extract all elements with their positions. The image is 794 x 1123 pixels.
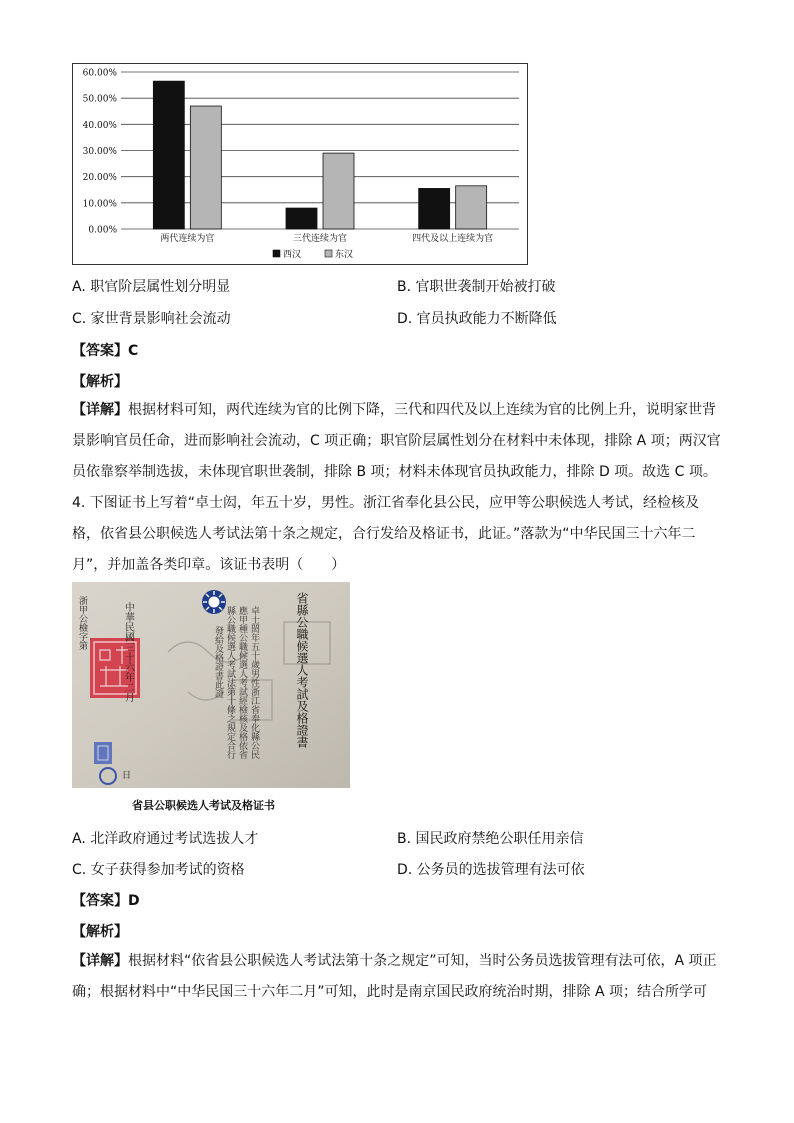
- q4-option-d[interactable]: D. 公务员的选拔管理有法可依: [397, 862, 585, 878]
- x-tick-label: 四代及以上连续为官: [412, 234, 494, 244]
- certificate-image: [72, 582, 350, 788]
- y-tick-label: 0.00%: [88, 225, 117, 236]
- detail-label: 【详解】: [72, 953, 128, 969]
- cert-date: 中華民國三十六年二月: [122, 602, 134, 702]
- x-tick-label: 两代连续为官: [160, 234, 215, 244]
- q4-answer: [72, 890, 140, 910]
- answer-label: 【答案】C: [72, 343, 139, 359]
- cert-body-col-3: 縣公職候選人考試法第十條之規定合行: [225, 606, 235, 759]
- y-tick-label: 60.00%: [82, 68, 117, 79]
- legend-swatch: [325, 250, 332, 257]
- q4-stem: 4. 下图证书上写着“卓士闳，年五十岁，男性。浙江省奉化县公民，应甲等公职候选人考试，经检核及格，依省县公职候选人考试法第十条之规定，合行发给及格证书，此证。”落款为“中华民国三十六年二月”，并加盖各类印章。该证书表明（ ）: [72, 495, 700, 573]
- q3-analysis-label: 【解析】: [72, 374, 128, 390]
- blue-stamp-icon: [94, 742, 112, 764]
- chart-canvas: [73, 64, 527, 264]
- bar: [456, 186, 487, 229]
- q4-option-b[interactable]: B. 国民政府禁绝公职任用亲信: [397, 831, 584, 847]
- y-tick-label: 40.00%: [82, 120, 117, 131]
- cert-body-col-2: 應甲種公職候選人考試經檢核及格依省: [237, 606, 247, 759]
- y-tick-label: 10.00%: [82, 199, 117, 210]
- detail-label: 【详解】: [72, 402, 128, 418]
- q3-answer: [72, 340, 138, 360]
- certificate-photo: [72, 582, 350, 788]
- q3-option-a[interactable]: A. 职官阶层属性划分明显: [72, 279, 231, 295]
- bar: [323, 153, 354, 229]
- q3-option-c[interactable]: C. 家世背景影响社会流动: [72, 311, 231, 327]
- legend-swatch: [273, 250, 280, 257]
- cert-body-col-4: 發給及格證書此證: [213, 626, 223, 698]
- y-tick-label: 50.00%: [82, 94, 117, 105]
- detail-text: 根据材料可知，两代连续为官的比例下降，三代和四代及以上连续为官的比例上升，说明家世背景影响官员任命，进而影响社会流动，C 项正确；职官阶层属性划分在材料中未体现，排除 A 项；两汉官员依靠察举制选拔，未体现官职世袭制，排除 B 项；材料未体现官员执政能力，排除 D 项。故选 C 项。: [72, 402, 721, 480]
- answer-label: 【答案】D: [72, 893, 140, 909]
- bar: [419, 188, 450, 229]
- q4-detail: [72, 946, 724, 1008]
- bar: [153, 81, 184, 229]
- detail-text: 根据材料“依省县公职候选人考试法第十条之规定”可知，当时公务员选拔管理有法可依，A 项正确；根据材料中“中华民国三十六年二月”可知，此时是南京国民政府统治时期，排除 A 项；结合所学可: [72, 953, 717, 1000]
- q4-option-a[interactable]: A. 北洋政府通过考试选拔人才: [72, 831, 259, 847]
- cert-body-col-1: 卓士閎年五十歲男性浙江省奉化縣公民: [249, 606, 259, 759]
- q4-analysis-label: 【解析】: [72, 924, 128, 940]
- q3-option-b[interactable]: B. 官职世袭制开始被打破: [397, 279, 556, 295]
- image-caption: 省县公职候选人考试及格证书: [132, 799, 275, 812]
- bar: [286, 208, 317, 229]
- q3-detail: [72, 395, 724, 488]
- bar: [190, 106, 221, 229]
- emblem-icon: [202, 590, 226, 614]
- q4-option-c[interactable]: C. 女子获得参加考试的资格: [72, 862, 245, 878]
- legend-label: 东汉: [335, 250, 354, 260]
- cert-day-mark: 日: [122, 771, 132, 781]
- x-tick-label: 三代连续为官: [292, 234, 348, 244]
- q3-option-d[interactable]: D. 官员执政能力不断降低: [397, 311, 557, 327]
- y-tick-label: 20.00%: [82, 173, 117, 184]
- legend-label: 西汉: [283, 250, 302, 260]
- cert-number: 浙甲公檢字第: [77, 596, 87, 650]
- y-tick-label: 30.00%: [82, 147, 117, 157]
- cert-title: 省縣公職候選人考試及格證書: [295, 592, 309, 748]
- bar-chart: [72, 63, 528, 265]
